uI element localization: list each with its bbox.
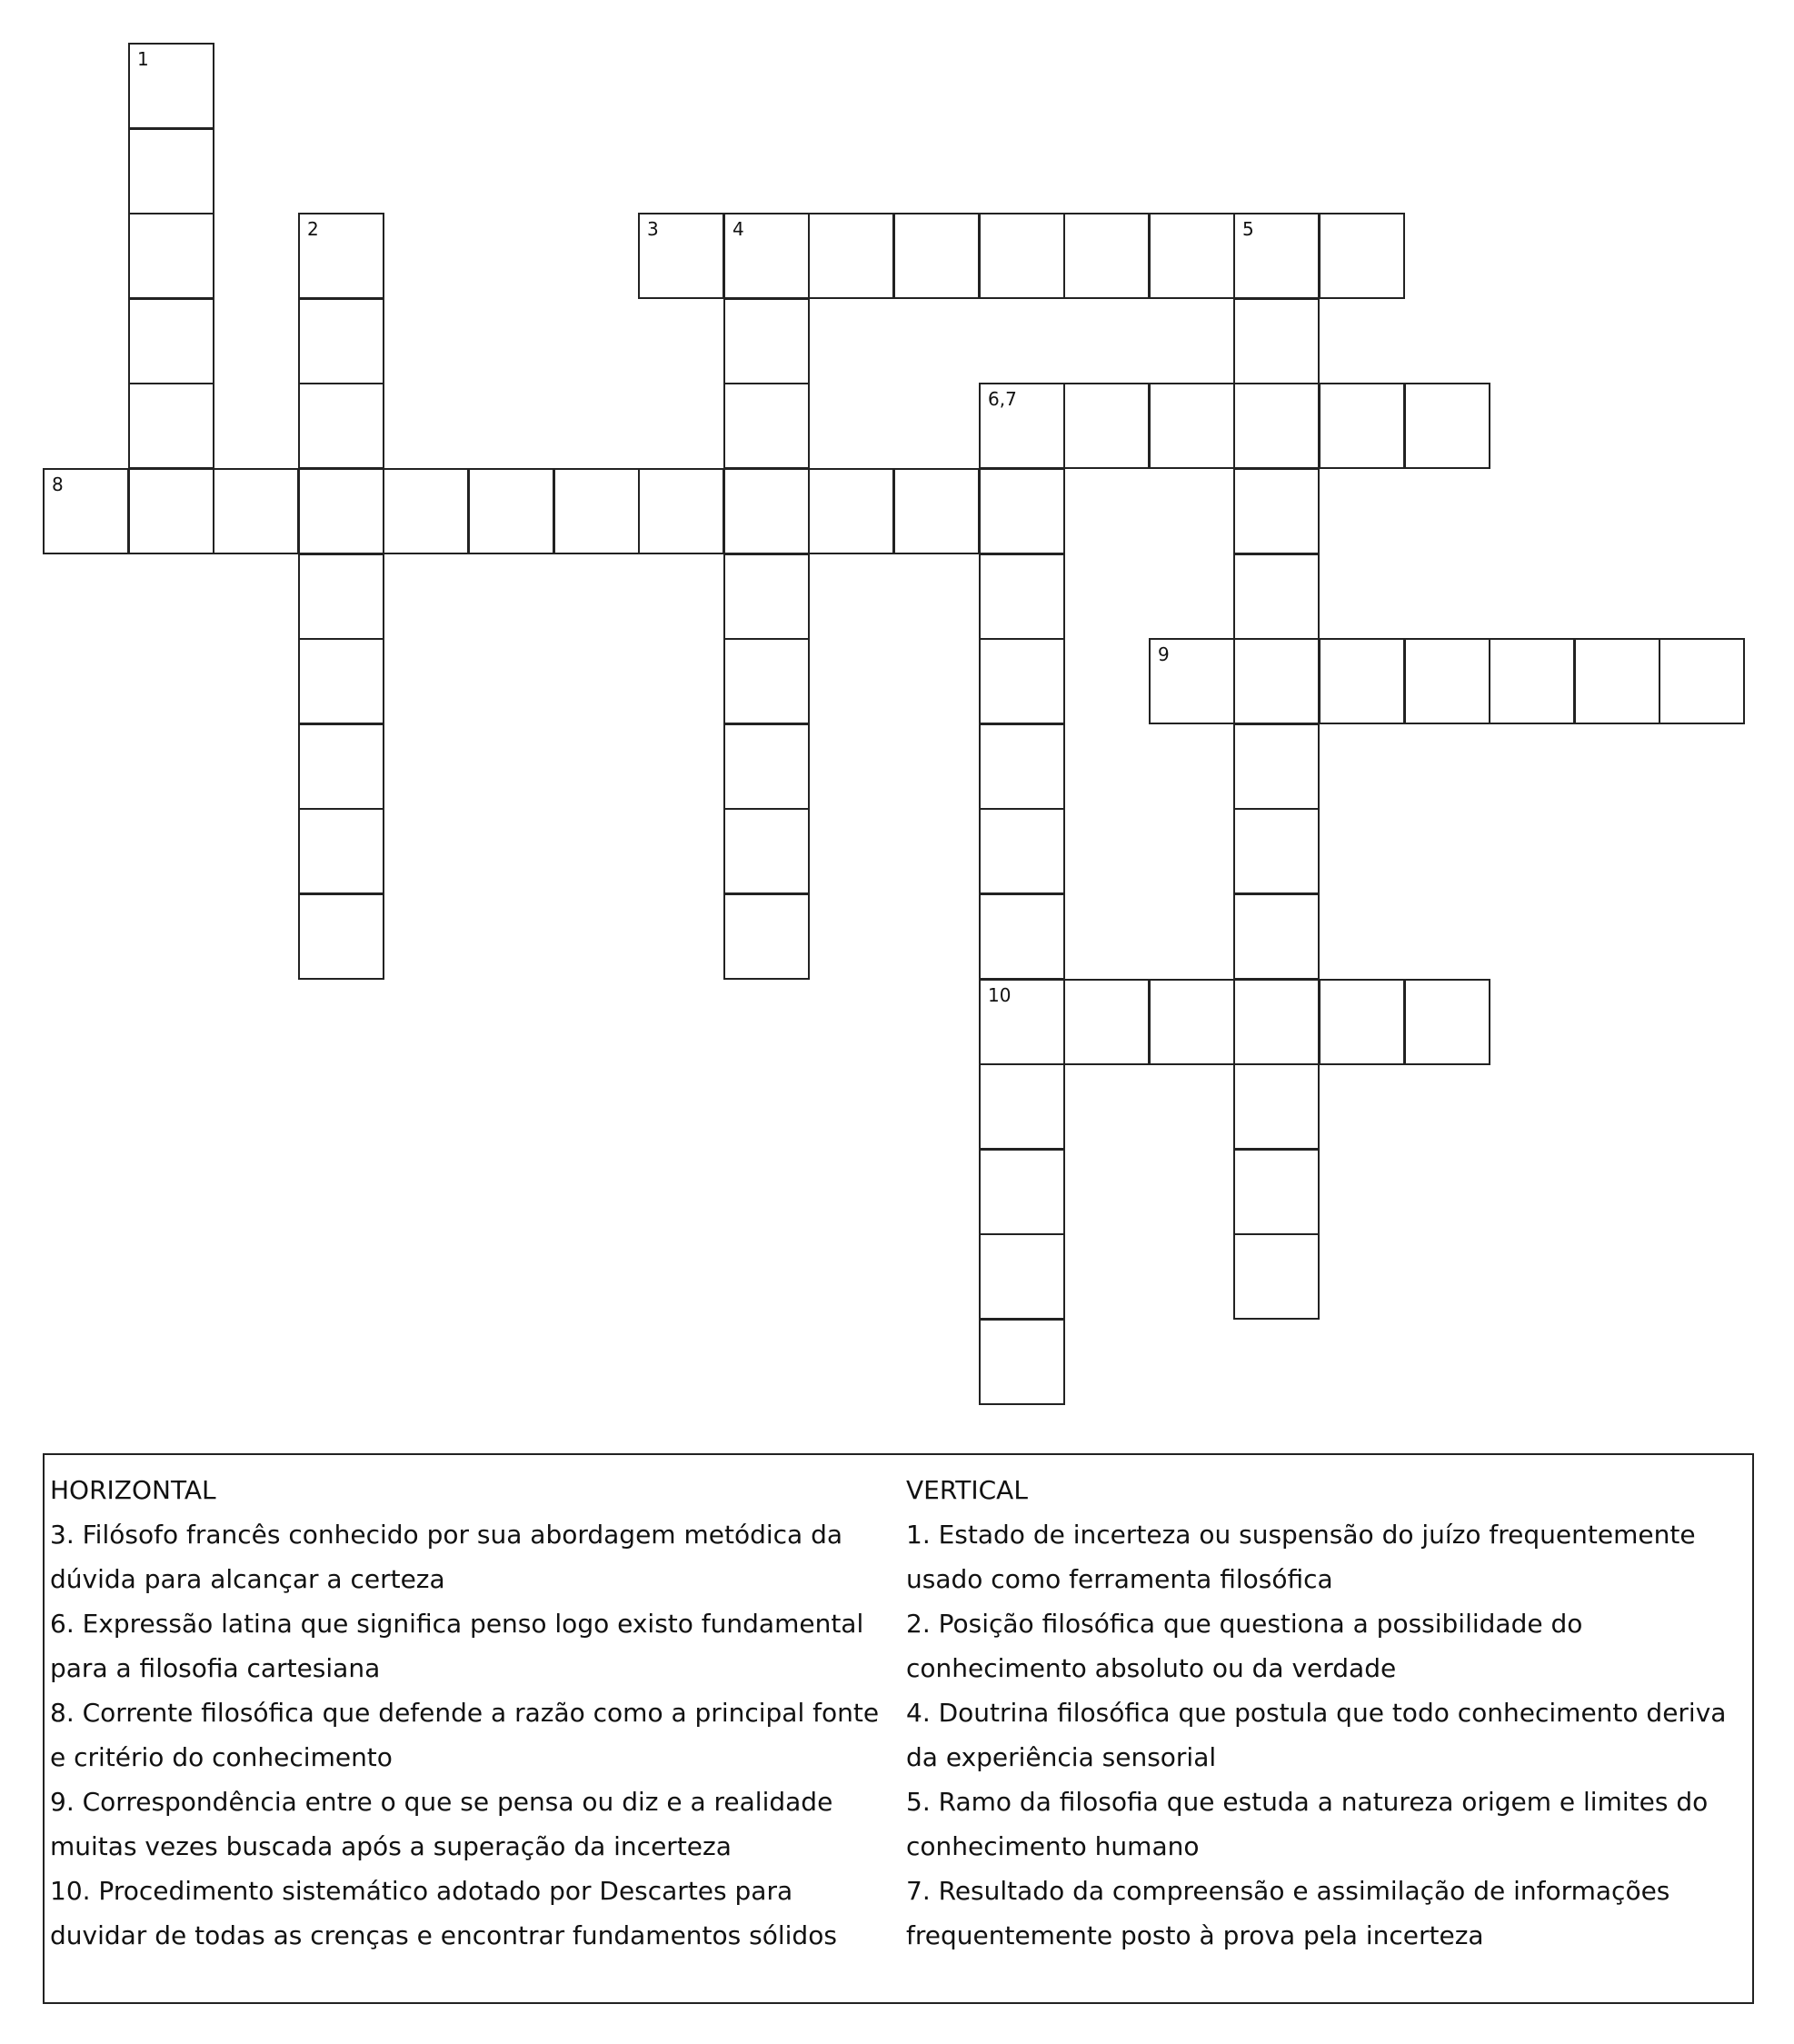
grid-cell[interactable] [1149,383,1235,469]
grid-cell[interactable] [1063,383,1150,469]
letter-input[interactable] [981,895,1063,978]
letter-input[interactable] [895,470,978,553]
grid-cell[interactable] [808,213,894,299]
letter-input[interactable] [300,810,383,892]
grid-cell[interactable] [979,213,1065,299]
letter-input[interactable] [725,384,808,467]
vertical-heading: VERTICAL [906,1475,1028,1505]
letter-input[interactable] [725,555,808,638]
grid-cell[interactable] [298,808,384,894]
letter-input[interactable] [1235,981,1318,1063]
grid-cell[interactable] [808,468,894,554]
letter-input[interactable] [300,555,383,638]
letter-input[interactable] [981,981,1063,1063]
grid-cell[interactable] [128,128,214,214]
letter-input[interactable] [1406,981,1489,1063]
grid-cell[interactable] [553,468,640,554]
grid-cell[interactable] [979,723,1065,810]
grid-cell[interactable] [979,468,1065,554]
grid-cell[interactable] [298,893,384,980]
letter-input[interactable] [1065,981,1148,1063]
grid-cell[interactable] [128,383,214,469]
letter-input[interactable] [981,214,1063,297]
letter-input[interactable] [130,470,213,553]
letter-input[interactable] [1235,810,1318,892]
grid-cell[interactable] [1319,638,1405,724]
grid-cell[interactable] [468,468,554,554]
grid-cell[interactable] [723,723,810,810]
letter-input[interactable] [300,640,383,723]
letter-input[interactable] [1235,555,1318,638]
clues-box [43,1453,1754,2004]
letter-input[interactable] [1151,981,1233,1063]
clue-vertical-5: 5. Ramo da filosofia que estuda a natureza origem e limites do conhecimento humano [906,1787,1709,1861]
letter-input[interactable] [1490,640,1573,723]
grid-cell[interactable] [1149,638,1235,724]
grid-cell[interactable] [298,298,384,384]
grid-cell[interactable] [298,723,384,810]
letter-input[interactable] [810,214,892,297]
letter-input[interactable] [1235,895,1318,978]
clue-number: 10 [988,984,1012,1006]
letter-input[interactable] [981,384,1063,467]
grid-cell[interactable] [213,468,299,554]
grid-cell[interactable] [1574,638,1660,724]
letter-input[interactable] [725,470,808,553]
grid-cell[interactable] [979,893,1065,980]
grid-cell[interactable] [128,298,214,384]
grid-cell[interactable] [979,383,1065,469]
horizontal-clues [50,1468,895,1958]
clue-horizontal-8: 8. Corrente filosófica que defende a razão como a principal fonte e critério do conhecimento [50,1698,880,1772]
grid-cell[interactable] [1233,893,1320,980]
grid-cell[interactable] [1233,723,1320,810]
letter-input[interactable] [1660,640,1743,723]
grid-cell[interactable] [723,213,810,299]
grid-cell[interactable] [1404,383,1490,469]
grid-cell[interactable] [1233,468,1320,554]
grid-cell[interactable] [298,638,384,724]
letter-input[interactable] [300,470,383,553]
letter-input[interactable] [1065,384,1148,467]
letter-input[interactable] [130,130,213,213]
letter-input[interactable] [1235,214,1318,297]
letter-input[interactable] [640,214,723,297]
grid-cell[interactable] [723,383,810,469]
grid-cell[interactable] [1233,979,1320,1065]
grid-cell[interactable] [638,468,724,554]
grid-cell[interactable] [979,1149,1065,1235]
grid-cell[interactable] [298,468,384,554]
clue-horizontal-3: 3. Filósofo francês conhecido por sua abordagem metódica da dúvida para alcançar a certeza [50,1520,843,1594]
letter-input[interactable] [981,1065,1063,1148]
grid-cell[interactable] [1319,213,1405,299]
grid-cell[interactable] [979,979,1065,1065]
letter-input[interactable] [725,640,808,723]
grid-cell[interactable] [1319,979,1405,1065]
clue-number: 4 [733,218,744,240]
letter-input[interactable] [1235,1235,1318,1318]
letter-input[interactable] [45,470,127,553]
letter-input[interactable] [300,895,383,978]
letter-input[interactable] [1065,214,1148,297]
letter-input[interactable] [981,725,1063,808]
letter-input[interactable] [981,1321,1063,1403]
letter-input[interactable] [300,725,383,808]
grid-cell[interactable] [979,1319,1065,1405]
grid-cell[interactable] [1063,213,1150,299]
grid-cell[interactable] [1233,638,1320,724]
clue-vertical-4: 4. Doutrina filosófica que postula que todo conhecimento deriva da experiência sensorial [906,1698,1727,1772]
letter-input[interactable] [1321,981,1403,1063]
letter-input[interactable] [725,725,808,808]
grid-cell[interactable] [1489,638,1575,724]
grid-cell[interactable] [723,468,810,554]
grid-cell[interactable] [1233,1063,1320,1150]
letter-input[interactable] [1235,1065,1318,1148]
grid-cell[interactable] [979,808,1065,894]
letter-input[interactable] [981,470,1063,553]
letter-input[interactable] [130,384,213,467]
letter-input[interactable] [130,45,213,127]
grid-cell[interactable] [1659,638,1745,724]
grid-cell[interactable] [1319,383,1405,469]
letter-input[interactable] [1235,725,1318,808]
clue-horizontal-9: 9. Correspondência entre o que se pensa ou diz e a realidade muitas vezes buscada após a superação da incerteza [50,1787,833,1861]
grid-cell[interactable] [298,383,384,469]
clue-number: 5 [1242,218,1254,240]
letter-input[interactable] [725,300,808,383]
grid-cell[interactable] [723,893,810,980]
letter-input[interactable] [640,470,723,553]
clue-horizontal-6: 6. Expressão latina que significa penso logo existo fundamental para a filosofia cartesiana [50,1609,864,1683]
clue-number: 6,7 [988,388,1017,410]
grid-cell[interactable] [979,553,1065,640]
grid-cell[interactable] [1233,553,1320,640]
letter-input[interactable] [470,470,553,553]
letter-input[interactable] [1321,640,1403,723]
letter-input[interactable] [214,470,297,553]
grid-cell[interactable] [1404,979,1490,1065]
letter-input[interactable] [725,895,808,978]
letter-input[interactable] [1406,640,1489,723]
clue-number: 1 [137,48,149,70]
letter-input[interactable] [1151,214,1233,297]
letter-input[interactable] [300,214,383,297]
letter-input[interactable] [130,214,213,297]
letter-input[interactable] [981,1151,1063,1233]
clue-vertical-2: 2. Posição filosófica que questiona a possibilidade do conhecimento absoluto ou da verdade [906,1609,1583,1683]
letter-input[interactable] [981,810,1063,892]
grid-cell[interactable] [893,468,980,554]
letter-input[interactable] [810,470,892,553]
letter-input[interactable] [895,214,978,297]
clue-vertical-1: 1. Estado de incerteza ou suspensão do juízo frequentemente usado como ferramenta filosófica [906,1520,1696,1594]
grid-cell[interactable] [979,1233,1065,1320]
clue-number: 3 [647,218,659,240]
letter-input[interactable] [1406,384,1489,467]
letter-input[interactable] [1235,300,1318,383]
grid-cell[interactable] [298,213,384,299]
grid-cell[interactable] [1233,1149,1320,1235]
clue-number: 2 [307,218,319,240]
letter-input[interactable] [725,810,808,892]
letter-input[interactable] [555,470,638,553]
grid-cell[interactable] [1233,213,1320,299]
letter-input[interactable] [300,384,383,467]
letter-input[interactable] [1576,640,1659,723]
letter-input[interactable] [300,300,383,383]
letter-input[interactable] [1235,1151,1318,1233]
grid-cell[interactable] [1233,298,1320,384]
horizontal-heading: HORIZONTAL [50,1475,216,1505]
letter-input[interactable] [725,214,808,297]
letter-input[interactable] [981,555,1063,638]
grid-cell[interactable] [723,298,810,384]
clue-horizontal-10: 10. Procedimento sistemático adotado por Descartes para duvidar de todas as crenças e encontrar fundamentos sólidos [50,1876,837,1950]
grid-cell[interactable] [723,808,810,894]
grid-cell[interactable] [723,638,810,724]
letter-input[interactable] [1321,384,1403,467]
grid-cell[interactable] [723,553,810,640]
clue-vertical-7: 7. Resultado da compreensão e assimilação de informações frequentemente posto à prova pela incerteza [906,1876,1670,1950]
grid-cell[interactable] [638,213,724,299]
grid-cell[interactable] [979,638,1065,724]
grid-cell[interactable] [43,468,129,554]
letter-input[interactable] [1235,640,1318,723]
letter-input[interactable] [1235,470,1318,553]
grid-cell[interactable] [1404,638,1490,724]
letter-input[interactable] [130,300,213,383]
clue-number: 8 [52,474,64,495]
letter-input[interactable] [981,1235,1063,1318]
vertical-clues [906,1468,1742,1958]
grid-cell[interactable] [1233,383,1320,469]
grid-cell[interactable] [893,213,980,299]
grid-cell[interactable] [128,213,214,299]
letter-input[interactable] [384,470,467,553]
grid-cell[interactable] [1149,213,1235,299]
letter-input[interactable] [981,640,1063,723]
grid-cell[interactable] [979,1063,1065,1150]
grid-cell[interactable] [128,43,214,129]
grid-cell[interactable] [1233,808,1320,894]
grid-cell[interactable] [1149,979,1235,1065]
grid-cell[interactable] [128,468,214,554]
letter-input[interactable] [1321,214,1403,297]
grid-cell[interactable] [1063,979,1150,1065]
letter-input[interactable] [1151,384,1233,467]
clue-number: 9 [1158,643,1170,665]
letter-input[interactable] [1151,640,1233,723]
grid-cell[interactable] [383,468,469,554]
grid-cell[interactable] [298,553,384,640]
grid-cell[interactable] [1233,1233,1320,1320]
letter-input[interactable] [1235,384,1318,467]
